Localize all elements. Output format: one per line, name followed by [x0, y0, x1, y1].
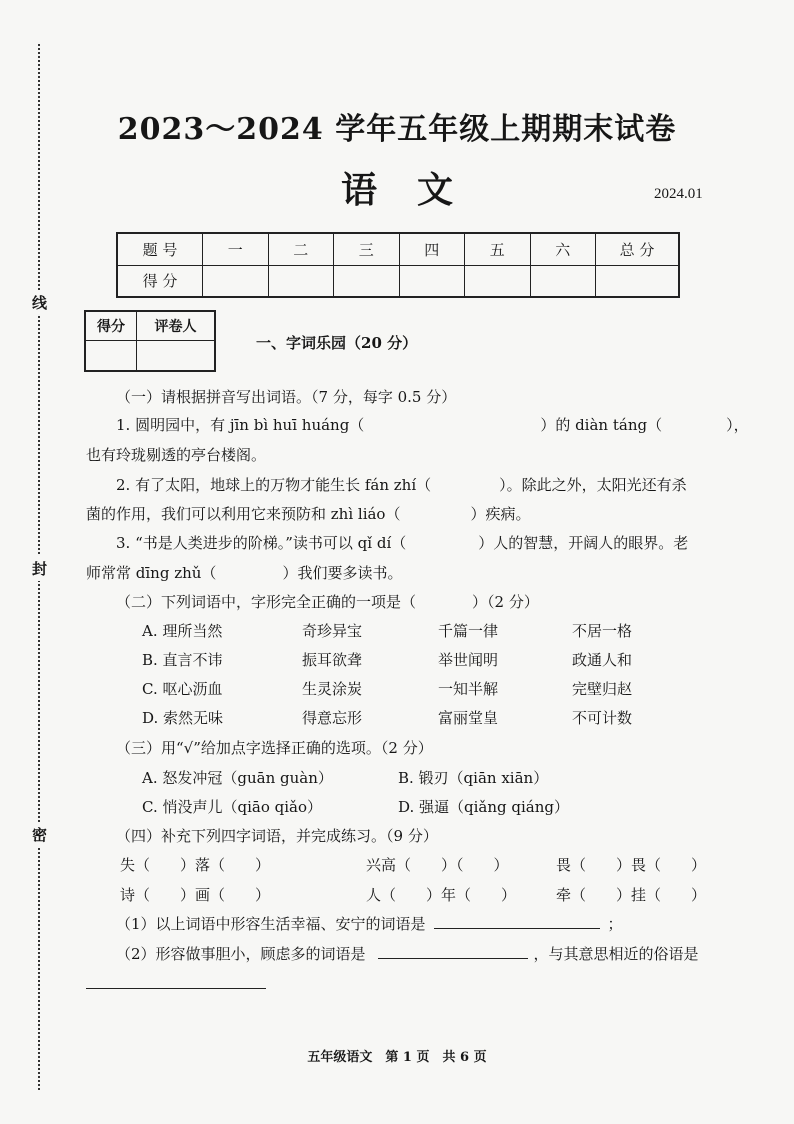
exam-title: 2023～2024 学年五年级上期期末试卷: [117, 112, 677, 147]
option-d-word-3: 富丽堂皇: [438, 709, 499, 727]
option-b-word-1: B. 直言不讳: [142, 651, 223, 669]
option-c-word-2: 生灵涂炭: [302, 680, 363, 698]
part3-option-a[interactable]: A. 怒发冲冠（guān guàn）: [142, 769, 333, 787]
q2-line: [116, 474, 687, 495]
score-table-score-row: [117, 265, 679, 297]
part2-heading-b: ）（2 分）: [472, 593, 539, 611]
q1-text-a: 1. 圆明园中，有 jīn bì huī huáng（: [116, 416, 365, 434]
part3-option-c[interactable]: C. 悄没声儿（qiāo qiǎo）: [142, 798, 322, 816]
score-header-cell: 六: [530, 233, 596, 265]
score-cell[interactable]: [465, 265, 531, 297]
grader-score-label: 得分: [85, 311, 137, 341]
score-table-header-row: [117, 233, 679, 265]
idiom-blank-1-1[interactable]: 失（ ）落（ ）: [120, 856, 271, 874]
part3-heading: （三）用“√”给加点字选择正确的选项。（2 分）: [116, 739, 433, 757]
score-header-cell: 二: [268, 233, 334, 265]
idiom-blank-1-3[interactable]: 畏（ ）畏（ ）: [556, 856, 707, 874]
q1-text-d: 也有玲珑剔透的亭台楼阁。: [86, 446, 267, 464]
q2-text-a: 2. 有了太阳，地球上的万物才能生长 fán zhí（: [116, 476, 432, 494]
q3-text-d: ）我们要多读书。: [282, 564, 403, 582]
idiom-blank-2-3[interactable]: 牵（ ）挂（ ）: [556, 886, 707, 904]
q2-text-d: ）疾病。: [470, 505, 531, 523]
score-cell[interactable]: [203, 265, 269, 297]
score-row-label: 得 分: [117, 265, 203, 297]
part1-heading: （一）请根据拼音写出词语。（7 分，每字 0.5 分）: [116, 388, 457, 406]
q2-text-c: 菌的作用，我们可以利用它来预防和 zhì liáo（: [86, 505, 401, 523]
part4-q1-answer-line[interactable]: [434, 914, 600, 929]
part2-heading: [116, 591, 539, 612]
q3-line: [116, 532, 688, 553]
part4-q1-end: ；: [607, 915, 623, 933]
part4-q2-answer-line-2[interactable]: [86, 974, 266, 989]
score-cell[interactable]: [399, 265, 465, 297]
q1-text-c: ），: [726, 416, 749, 434]
score-table: [116, 232, 680, 298]
option-c-word-4: 完壁归赵: [572, 680, 633, 698]
score-header-cell: 题 号: [117, 233, 203, 265]
score-header-cell: 五: [465, 233, 531, 265]
option-c-word-3: 一知半解: [438, 680, 499, 698]
binding-char-seal: 封: [32, 556, 47, 581]
option-a-word-1: A. 理所当然: [142, 622, 223, 640]
part4-q2-text: （2）形容做事胆小，顾虑多的词语是: [116, 945, 366, 963]
binding-char-line: 线: [32, 290, 47, 315]
q2-text-b: ）。除此之外，太阳光还有杀: [499, 476, 687, 494]
binding-char-secret: 密: [32, 822, 47, 847]
option-b-word-4: 政通人和: [572, 651, 633, 669]
option-d-word-2: 得意忘形: [302, 709, 363, 727]
part3-option-b[interactable]: B. 锻刃（qiān xiān）: [398, 769, 549, 787]
grader-score-cell[interactable]: [85, 341, 137, 372]
score-header-cell: 总 分: [596, 233, 680, 265]
score-cell[interactable]: [596, 265, 680, 297]
score-cell[interactable]: [268, 265, 334, 297]
option-a-word-2: 奇珍异宝: [302, 622, 363, 640]
option-b-word-2: 振耳欲聋: [302, 651, 363, 669]
page-footer: 五年级语文 第 1 页 共 6 页: [307, 1050, 487, 1065]
exam-date: 2024.01: [654, 186, 703, 202]
part4-q2-text-b: ，与其意思相近的俗语是: [533, 945, 699, 963]
part4-q1: [116, 913, 623, 934]
section1-title: 一、字词乐园（20 分）: [256, 334, 418, 352]
q3-text-b: ）人的智慧，开阔人的眼界。老: [478, 534, 689, 552]
idiom-blank-2-1[interactable]: 诗（ ）画（ ）: [120, 886, 271, 904]
option-d-word-1: D. 索然无味: [142, 709, 224, 727]
part4-heading: （四）补充下列四字词语，并完成练习。（9 分）: [116, 827, 438, 845]
idiom-blank-1-2[interactable]: 兴高（ ）（ ）: [366, 856, 509, 874]
q2-line-2: [86, 503, 530, 524]
score-header-cell: 一: [203, 233, 269, 265]
idiom-blank-2-2[interactable]: 人（ ）年（ ）: [366, 886, 517, 904]
q1-line: [116, 414, 749, 435]
option-c-word-1: C. 呕心沥血: [142, 680, 223, 698]
part4-q2-answer-line-1[interactable]: [378, 944, 528, 959]
option-d-word-4: 不可计数: [572, 709, 633, 727]
score-cell[interactable]: [334, 265, 400, 297]
option-b-word-3: 举世闻明: [438, 651, 499, 669]
part4-q2: [116, 943, 699, 964]
subject-title: 语文: [340, 169, 493, 211]
grader-name-cell[interactable]: [137, 341, 216, 372]
score-header-cell: 四: [399, 233, 465, 265]
option-a-word-4: 不居一格: [572, 622, 633, 640]
part3-option-d[interactable]: D. 强逼（qiǎng qiáng）: [398, 798, 570, 816]
score-header-cell: 三: [334, 233, 400, 265]
part2-heading-a: （二）下列词语中，字形完全正确的一项是（: [116, 593, 417, 611]
part4-q1-text: （1）以上词语中形容生活幸福、安宁的词语是: [116, 915, 426, 933]
option-a-word-3: 千篇一律: [438, 622, 499, 640]
q1-text-b: ）的 diàn táng（: [540, 416, 663, 434]
score-cell[interactable]: [530, 265, 596, 297]
q3-line-2: [86, 562, 402, 583]
q3-text-c: 师常常 dīng zhǔ（: [86, 564, 217, 582]
grader-name-label: 评卷人: [137, 311, 216, 341]
grader-table: [84, 310, 216, 372]
q3-text-a: 3. “书是人类进步的阶梯。”读书可以 qǐ dí（: [116, 534, 407, 552]
